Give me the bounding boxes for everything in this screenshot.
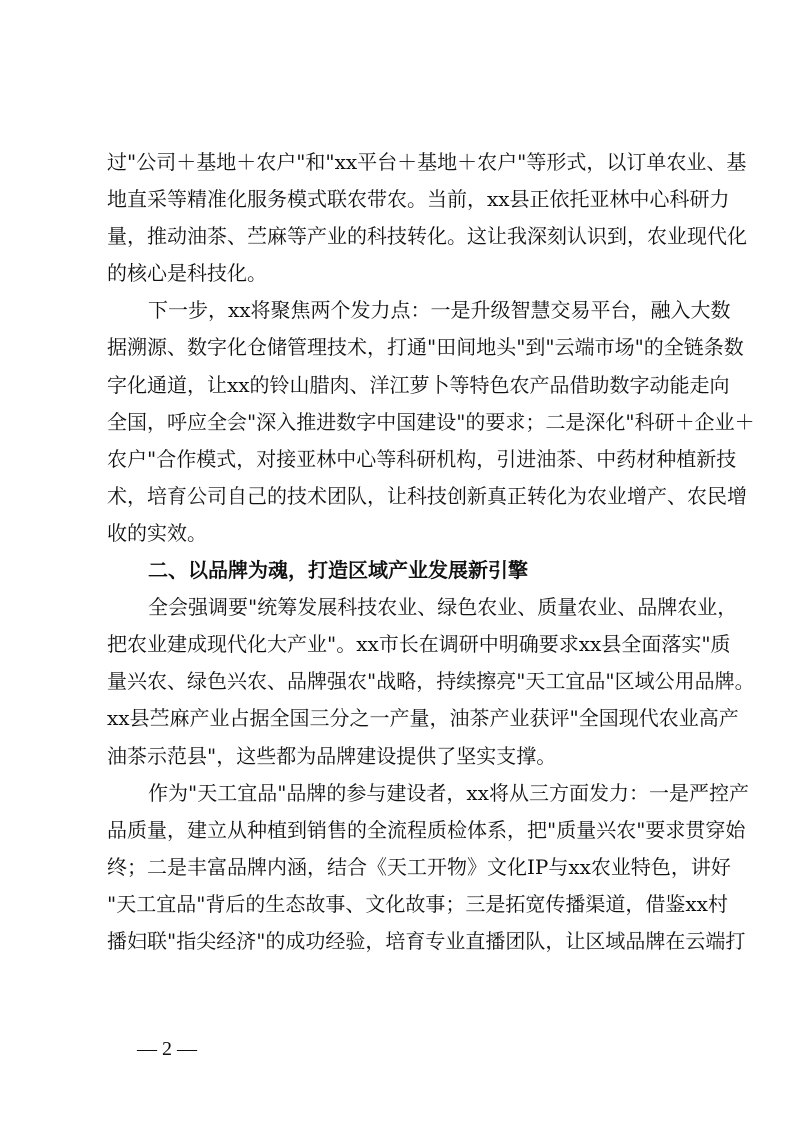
text-line: xx县苎麻产业占据全国三分之一产量，油茶产业获评"全国现代农业高产 xyxy=(107,706,739,731)
text-line: 据溯源、数字化仓储管理技术，打通"田间地头"到"云端市场"的全链条数 xyxy=(107,335,744,360)
text-line: 字化通道，让xx的铃山腊肉、洋江萝卜等特色农产品借助数字动能走向 xyxy=(107,372,730,397)
page-number: — 2 — xyxy=(137,1038,197,1060)
text-line: 油茶示范县"，这些都为品牌建设提供了坚实支撑。 xyxy=(107,743,557,768)
text-line: 过"公司＋基地＋农户"和"xx平台＋基地＋农户"等形式，以订单农业、基 xyxy=(107,150,747,174)
text-line: 把农业建成现代化大产业"。xx市长在调研中明确要求xx县全面落实"质 xyxy=(107,632,731,657)
text-line: 播妇联"指尖经济"的成功经验，培育专业直播团队，让区域品牌在云端打 xyxy=(107,928,746,953)
text-line: 全国，呼应全会"深入推进数字中国建设"的要求；二是深化"科研＋企业＋ xyxy=(107,409,755,434)
text-line: 农户"合作模式，对接亚林中心等科研机构，引进油茶、中药材种植新技 xyxy=(107,446,737,471)
text-line: 全会强调要"统筹发展科技农业、绿色农业、质量农业、品牌农业， xyxy=(148,595,738,620)
text-line: 品质量，建立从种植到销售的全流程质检体系，把"质量兴农"要求贯穿始 xyxy=(107,817,746,842)
paragraph xyxy=(107,775,749,960)
paragraph xyxy=(107,144,747,292)
text-line: 终；二是丰富品牌内涵，结合《天工开物》文化IP与xx农业特色，讲好 xyxy=(107,854,731,879)
text-line: 术，培育公司自己的技术团队，让科技创新真正转化为农业增产、农民增 xyxy=(107,483,747,508)
document-body xyxy=(107,144,755,960)
text-line: 收的实效。 xyxy=(107,520,207,545)
text-line: 量，推动油茶、苎麻等产业的科技转化。这让我深刻认识到，农业现代化 xyxy=(107,224,747,249)
text-line: 地直采等精准化服务模式联农带农。当前，xx县正依托亚林中心科研力 xyxy=(107,187,730,212)
text-line: "天工宜品"背后的生态故事、文化故事；三是拓宽传播渠道，借鉴xx村 xyxy=(107,891,728,916)
paragraph xyxy=(107,589,755,774)
text-line: 作为"天工宜品"品牌的参与建设者，xx将从三方面发力：一是严控产 xyxy=(148,780,749,805)
text-line: 量兴农、绿色兴农、品牌强农"战略，持续擦亮"天工宜品"区域公用品牌。 xyxy=(107,669,755,694)
text-line: 的核心是科技化。 xyxy=(107,261,267,286)
text-line: 下一步，xx将聚焦两个发力点：一是升级智慧交易平台，融入大数 xyxy=(148,298,731,323)
section-heading: 二、以品牌为魂，打造区域产业发展新引擎 xyxy=(148,558,528,583)
paragraph xyxy=(107,292,755,552)
